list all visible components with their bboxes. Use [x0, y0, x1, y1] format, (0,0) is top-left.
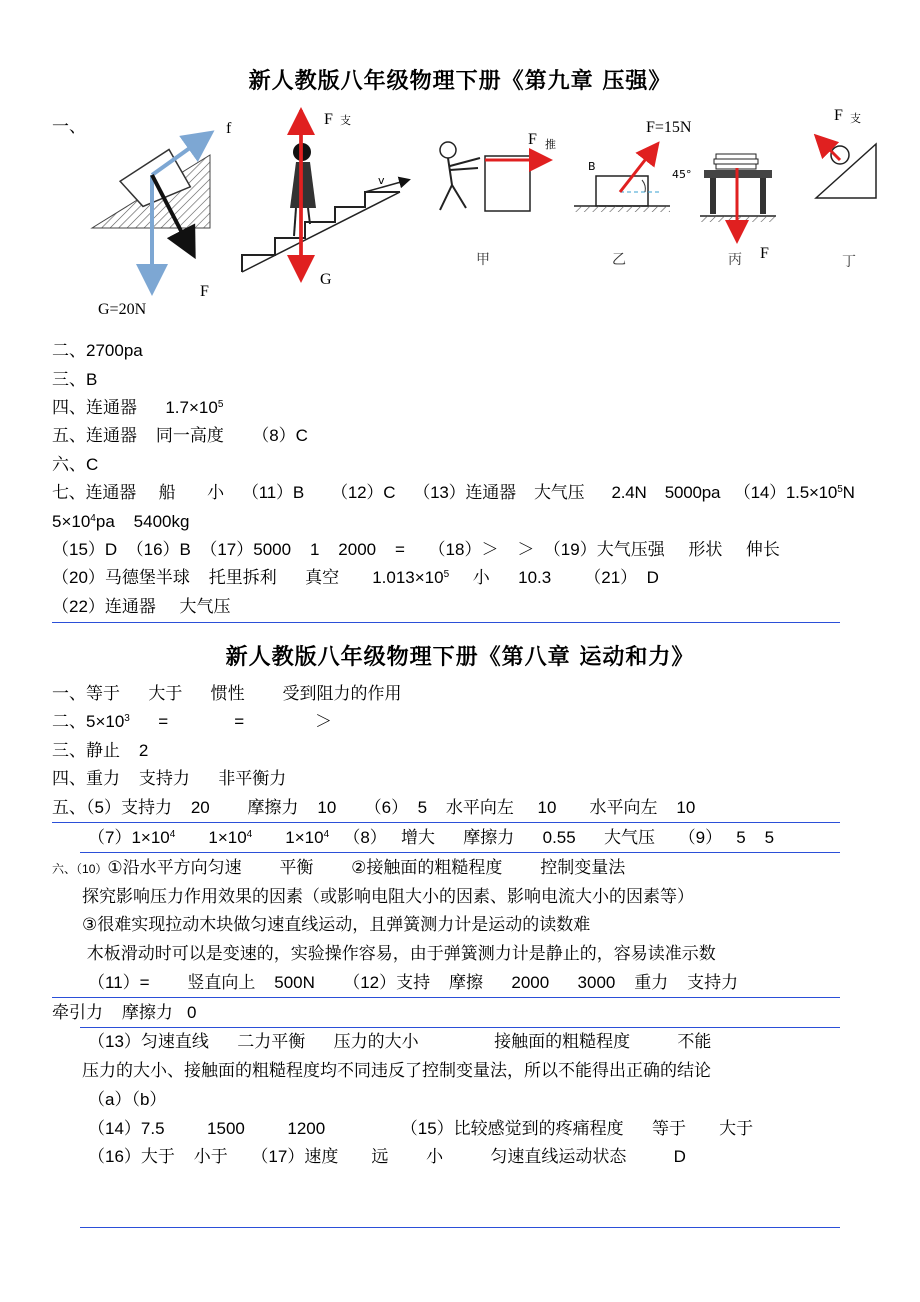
- answer-line: 三、静止 2: [52, 741, 149, 760]
- divider: [52, 822, 840, 823]
- answer-line: 牵引力 摩擦力 0: [52, 1003, 197, 1022]
- answer-line: （13）匀速直线 二力平衡 压力的大小 接触面的粗糙程度 不能: [88, 1032, 712, 1051]
- label-G: G: [320, 271, 332, 288]
- label-F-push: F: [528, 131, 537, 148]
- divider: [52, 997, 840, 998]
- answer-line: 三、B: [52, 370, 98, 389]
- label-push-sub: 推: [545, 138, 556, 151]
- divider: [80, 1227, 840, 1228]
- answer-line: 一、等于 大于 惯性 受到阻力的作用: [52, 684, 402, 703]
- label-support-sub: 支: [340, 114, 351, 127]
- answer-line: 五、连通器 同一高度 （8）C: [52, 426, 308, 445]
- label-F-ding: F: [834, 107, 843, 124]
- label-G20: G=20N: [98, 301, 147, 318]
- divider: [52, 622, 840, 623]
- answer-line: ③很难实现拉动木块做匀速直线运动，且弹簧测力计是运动的读数难: [82, 915, 591, 934]
- label-F15: F=15N: [646, 119, 692, 136]
- answer-line: （22）连通器 大气压: [52, 597, 231, 616]
- divider: [80, 852, 840, 853]
- push-diagram-jia: [440, 142, 548, 211]
- answer-line: （20）马德堡半球 托里拆利 真空 $1.013\times 10^5$ 小 10.3 （21） D: [52, 568, 659, 587]
- answer-line: 二、$5\times 10^3$ = = ＞: [52, 712, 333, 731]
- answer-line: 七、连通器 船 小 （11）B （12）C （13）连通器 大气压 2.4N 5000pa $(14)1.5\times 10^5N$: [52, 483, 855, 502]
- label-F-incline: F: [200, 283, 209, 300]
- label-f: f: [226, 120, 232, 137]
- stairs-diagram: [242, 110, 408, 276]
- caption-jia: 甲: [476, 252, 490, 268]
- label-F-bing: F: [760, 245, 769, 262]
- answer-line: 五、（5）支持力 20 摩擦力 10 （6） 5 水平向左 10 水平向左 10: [52, 798, 696, 817]
- chapter8-title: 新人教版八年级物理下册《第八章 运动和力》: [225, 645, 695, 670]
- answer-line: （a）（b）: [88, 1090, 167, 1109]
- block-diagram-yi: [574, 146, 670, 212]
- answer-line: 二、2700pa: [52, 341, 143, 360]
- chapter9-title: 新人教版八年级物理下册《第九章 压强》: [248, 69, 672, 94]
- label-angle: 45°: [672, 168, 692, 181]
- label-B: B: [588, 160, 596, 173]
- answer-line: 四、连通器 $1.7\times 10^5$: [52, 398, 224, 417]
- answer-line: 六、C: [52, 455, 99, 474]
- answer-line: 木板滑动时可以是变速的，实验操作容易，由于弹簧测力计是静止的，容易读准示数: [82, 944, 716, 963]
- answer-line: 探究影响压力作用效果的因素（或影响电阻大小的因素、影响电流大小的因素等）: [82, 887, 694, 906]
- incline-diagram: [92, 135, 210, 288]
- answer-line: $(7)1\times 10^4$ $1\times 10^4$ $1\times 10^4$ （8） 增大 摩擦力 0.55 大气压 （9） 5 5: [88, 828, 775, 847]
- caption-bing: 丙: [728, 252, 742, 268]
- answer-line: （11）= 竖直向上 500N （12）支持 摩擦 2000 3000 重力 支持力: [88, 973, 739, 992]
- label-ding-sub: 支: [850, 112, 861, 125]
- answer-line: （16）大于 小于 （17）速度 远 小 匀速直线运动状态 D: [88, 1147, 686, 1166]
- answer-line: 六、（10）①沿水平方向匀速 平衡 ②接触面的粗糙程度 控制变量法: [52, 858, 626, 877]
- answer-line: 四、重力 支持力 非平衡力: [52, 769, 287, 788]
- caption-ding: 丁: [842, 254, 856, 270]
- caption-yi: 乙: [612, 252, 626, 268]
- divider: [80, 1027, 840, 1028]
- force-diagrams: [0, 100, 920, 330]
- answer-line: $5\times 10^4pa$ 5400kg: [52, 512, 190, 531]
- ball-diagram-ding: [816, 138, 876, 198]
- answer-line: （14）7.5 1500 1200 （15）比较感觉到的疼痛程度 等于 大于: [88, 1119, 754, 1138]
- table-diagram-bing: [700, 154, 776, 238]
- svg-text:v: v: [378, 174, 385, 187]
- q1-prefix: 一、: [52, 117, 86, 136]
- answer-line: 压力的大小、接触面的粗糙程度均不同违反了控制变量法，所以不能得出正确的结论: [82, 1061, 711, 1080]
- label-F-support: F: [324, 111, 333, 128]
- answer-line: （15）D （16）B （17）5000 1 2000 = （18）＞ ＞ （19）大气压强 形状 伸长: [52, 540, 780, 559]
